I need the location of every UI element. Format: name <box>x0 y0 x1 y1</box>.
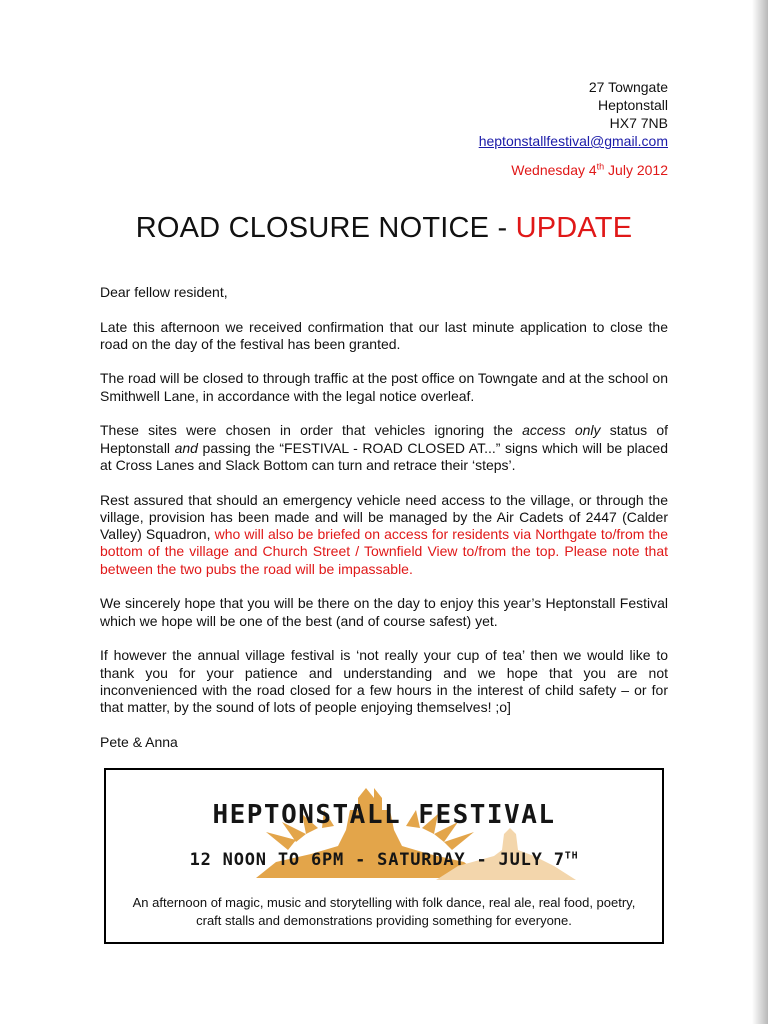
sender-address <box>479 78 668 179</box>
festival-banner <box>104 768 664 944</box>
address-town: Heptonstall <box>597 97 668 113</box>
paragraph-confirmation: Late this afternoon we received confirmation that our last minute application to close the road on the day of the festival has been granted. <box>100 318 668 352</box>
paragraph-thanks: If however the annual village festival is ‘not really your cup of tea’ then we would like to thank you for your patience and understanding and we hope that you are not inconvenienced with the road closed for a few hours in the interest of child safety – or for that matter, by the sound of lots of people enjoying themselves! ;o] <box>100 647 668 716</box>
email-link[interactable]: heptonstallfestival@gmail.com <box>478 133 668 149</box>
signoff: Pete & Anna <box>100 733 178 750</box>
address-postcode: HX7 7NB <box>609 115 668 131</box>
festival-description: An afternoon of magic, music and storytelling with folk dance, real ale, real food, poetry, craft stalls and demonstrations providing something for everyone. <box>132 895 636 928</box>
festival-time: 12 NOON TO 6PM - SATURDAY - JULY 7TH <box>189 850 579 870</box>
paragraph-closure-points: The road will be closed to through traffic at the post office on Towngate and at the school on Smithwell Lane, in accordance with the legal notice overleaf. <box>100 370 668 404</box>
paragraph-sites: These sites were chosen in order that vehicles ignoring the access only status of Heptonstall and passing the “FESTIVAL - ROAD CLOSED AT...” signs which will be placed at Cross Lanes and Slack Bottom can turn and retrace their ‘steps’. <box>100 422 668 473</box>
greeting: Dear fellow resident, <box>100 284 228 300</box>
emergency-access-red-note: who will also be briefed on access for residents via Northgate to/from the bottom of the village and Church Street / Townfield View to/from the top. Please note that between the two pubs the road will be impassable. <box>100 526 669 577</box>
address-street: 27 Towngate <box>588 79 668 95</box>
page-edge-shadow <box>752 0 768 1024</box>
title-update-highlight: UPDATE <box>515 212 633 244</box>
church-silhouette-icon <box>106 770 662 890</box>
paragraph-emergency-access: Rest assured that should an emergency vehicle need access to the village, or through the village, provision has been made and will be managed by the Air Cadets of 2447 (Calder Valley) Squadron, who will also be briefed on access for residents via Northgate to/from the bottom of the village and Church Street / Townfield View to/from the top. Please note that between the two pubs the road will be impassable. <box>100 491 669 577</box>
letter-body <box>100 284 668 768</box>
festival-title: HEPTONSTALL FESTIVAL <box>212 800 556 830</box>
letter-date: Wednesday 4th July 2012 <box>511 161 668 178</box>
paragraph-hope: We sincerely hope that you will be there on the day to enjoy this year’s Heptonstall Festival which we hope will be one of the best (and of course safest) yet. <box>100 595 668 629</box>
page-title: ROAD CLOSURE NOTICE - UPDATE <box>135 212 633 244</box>
